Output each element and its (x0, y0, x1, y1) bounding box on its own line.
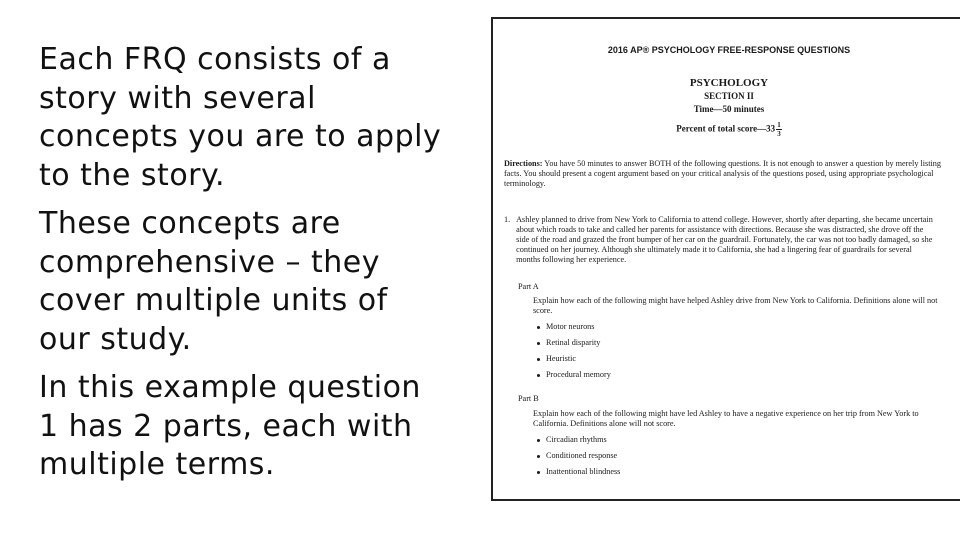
term-label: Motor neurons (546, 322, 595, 331)
bullet-icon (537, 358, 540, 361)
document-header: 2016 AP® PSYCHOLOGY FREE-RESPONSE QUESTIONS (607, 45, 851, 55)
term-label: Heuristic (546, 354, 577, 363)
part-a-prompt: Explain how each of the following might have helped Ashley drive from New York to California. Definitions alone will not score. (533, 296, 938, 315)
document-score (493, 121, 960, 138)
bullet-icon (537, 455, 540, 458)
part-b-prompt: Explain how each of the following might have led Ashley to have a negative experience on her trip from New York to California. Definitions alone will not score. (533, 409, 919, 428)
term-label: Inattentional blindness (546, 467, 621, 476)
score-fraction-numerator: 1 (777, 121, 781, 129)
part-b-label: Part B (518, 394, 539, 403)
score-label: Percent of total score—33 (676, 123, 776, 134)
question-text: Ashley planned to drive from New York to California to attend college. However, shortly after departing, she became uncertain about which roads to take and called her parents for assistance with directions. Because she was distracted, she drove off the side of the road and grazed the front bumper of her car on the guardrail. Fortunately, the car was not too badly damaged, so she continued on her journey. Although she ultimately made it to California, she had a lingering fear of guardrails for several months following her experience. (516, 215, 933, 264)
part-a-term (537, 338, 600, 347)
document-time: Time—50 minutes (693, 104, 765, 114)
term-label: Conditioned response (546, 451, 618, 460)
part-b-term (537, 451, 617, 460)
directions-paragraph (504, 159, 954, 189)
bullet-icon (537, 471, 540, 474)
slide-body-text (39, 41, 479, 485)
score-fraction (776, 121, 782, 138)
document-title: PSYCHOLOGY (689, 77, 769, 89)
document-section: SECTION II (704, 91, 754, 101)
part-a-label: Part A (518, 282, 539, 291)
part-a-term (537, 354, 576, 363)
directions-text: You have 50 minutes to answer BOTH of the following questions. It is not enough to answer a question by merely listing facts. You should present a cogent argument based on your critical analysis of the questions posed, using appropriate psychological terminology. (504, 159, 941, 188)
question-1 (504, 215, 954, 265)
part-a-term (537, 322, 594, 331)
part-a-term (537, 370, 611, 379)
directions-label: Directions: (504, 159, 543, 168)
frq-document-image (491, 17, 960, 501)
slide-paragraph-1: Each FRQ consists of a story with several concepts you are to apply to the story. (39, 42, 442, 193)
term-label: Retinal disparity (546, 338, 601, 347)
term-label: Circadian rhythms (546, 435, 607, 444)
bullet-icon (537, 374, 540, 377)
bullet-icon (537, 326, 540, 329)
score-fraction-denominator: 3 (777, 130, 781, 138)
slide-paragraph-2: These concepts are comprehensive – they cover multiple units of our study. (39, 206, 388, 357)
slide-paragraph-3: In this example question 1 has 2 parts, each with multiple terms. (39, 370, 421, 482)
question-number: 1. (504, 215, 511, 224)
part-b-term (537, 435, 607, 444)
bullet-icon (537, 342, 540, 345)
term-label: Procedural memory (546, 370, 611, 379)
part-b-term (537, 467, 620, 476)
bullet-icon (537, 439, 540, 442)
